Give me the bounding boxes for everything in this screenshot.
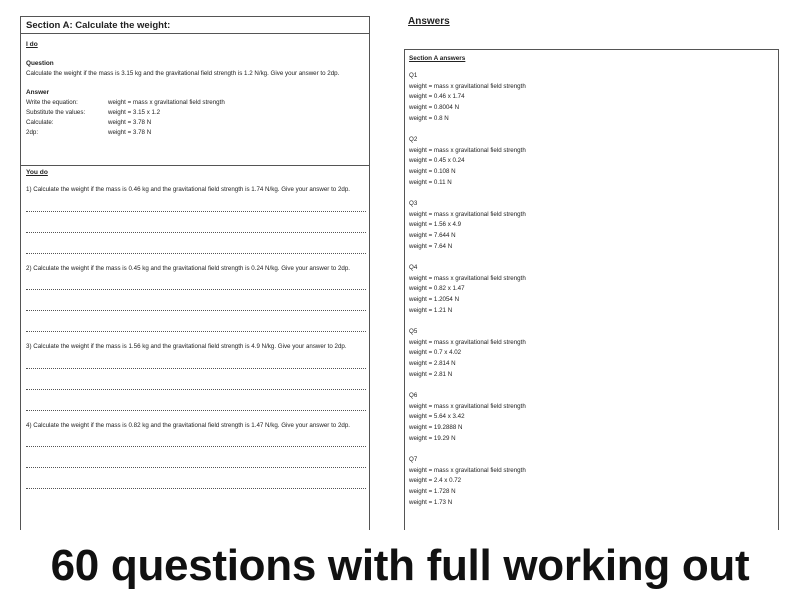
answers-panel (404, 49, 779, 530)
answer-line-text: weight = mass x gravitational field strength (409, 466, 526, 474)
answer-line-text: weight = 1.21 N (409, 306, 453, 314)
worksheet (20, 16, 370, 530)
answer-line-text: weight = mass x gravitational field strength (409, 210, 526, 218)
answer-line[interactable] (26, 488, 366, 489)
step-row (26, 128, 364, 138)
answer-line-text: weight = 0.46 x 1.74 (409, 93, 465, 101)
answer-number: Q7 (409, 455, 418, 463)
answer-line[interactable] (26, 389, 366, 390)
answer-item (409, 263, 774, 317)
i-do-heading: I do (26, 41, 38, 48)
answer-line[interactable] (26, 310, 366, 311)
section-title: Section A: Calculate the weight: (21, 17, 369, 34)
step-label: Substitute the values: (26, 109, 86, 116)
answer-line[interactable] (26, 232, 366, 233)
answer-line-text: weight = 19.29 N (409, 434, 456, 442)
answer-item (409, 71, 774, 125)
answer-line-text: weight = mass x gravitational field strength (409, 402, 526, 410)
answer-number: Q2 (409, 135, 418, 143)
answer-line[interactable] (26, 467, 366, 468)
answer-item (409, 135, 774, 189)
step-label: 2dp: (26, 129, 39, 136)
answer-line-text: weight = 1.73 N (409, 498, 453, 506)
answer-line-text: weight = 1.2054 N (409, 296, 460, 304)
answer-line-text: weight = 0.8004 N (409, 104, 460, 112)
answer-line-text: weight = mass x gravitational field strength (409, 82, 526, 90)
question-text: 4) Calculate the weight if the mass is 0.82 kg and the gravitational field strength is 1.47 N/kg. Give your answer to 2dp. (26, 421, 350, 429)
step-row (26, 118, 364, 128)
answer-number: Q3 (409, 199, 418, 207)
answer-number: Q5 (409, 327, 418, 335)
answer-line-text: weight = 2.814 N (409, 360, 456, 368)
answers-section-heading: Section A answers (409, 55, 466, 62)
answer-line[interactable] (26, 211, 366, 212)
answer-line[interactable] (26, 331, 366, 332)
answer-line-text: weight = 7.644 N (409, 232, 456, 240)
answer-line[interactable] (26, 289, 366, 290)
answer-line[interactable] (26, 410, 366, 411)
you-do-section (21, 166, 369, 489)
answer-line-text: weight = 0.82 x 1.47 (409, 285, 465, 293)
practice-question (26, 185, 364, 254)
step-row (26, 108, 364, 118)
answer-line-text: weight = 0.11 N (409, 178, 452, 186)
answer-line[interactable] (26, 446, 366, 447)
answer-line-text: weight = 0.7 x 4.02 (409, 349, 462, 357)
question-text: 2) Calculate the weight if the mass is 0.45 kg and the gravitational field strength is 0.24 N/kg. Give your answer to 2dp. (26, 264, 350, 272)
question-heading: Question (26, 60, 54, 67)
question-text: 3) Calculate the weight if the mass is 1.56 kg and the gravitational field strength is 4.9 N/kg. Give your answer to 2dp. (26, 343, 347, 350)
answer-line-text: weight = 19.2888 N (409, 424, 463, 432)
answer-line-text: weight = 2.4 x 0.72 (409, 477, 462, 485)
step-value: weight = 3.78 N (108, 119, 152, 126)
step-row (26, 98, 364, 108)
answer-line[interactable] (26, 368, 366, 369)
answer-number: Q4 (409, 263, 418, 271)
answer-line-text: weight = 5.64 x 3.42 (409, 413, 465, 421)
answer-line-text: weight = mass x gravitational field strength (409, 338, 526, 346)
example-question: Calculate the weight if the mass is 3.15 kg and the gravitational field strength is 1.2 N/kg. Give your answer to 2dp. (26, 70, 340, 77)
answer-item (409, 391, 774, 445)
answer-heading: Answer (26, 89, 50, 96)
answer-line-text: weight = mass x gravitational field strength (409, 146, 526, 154)
practice-question (26, 421, 364, 490)
step-value: weight = 3.15 x 1.2 (108, 109, 161, 116)
answer-line-text: weight = 1.728 N (409, 488, 456, 496)
practice-question (26, 264, 364, 333)
you-do-heading: You do (26, 169, 48, 176)
answer-line-text: weight = 0.8 N (409, 114, 449, 122)
answer-line[interactable] (26, 253, 366, 254)
answer-line-text: weight = 7.64 N (409, 242, 453, 250)
answer-number: Q6 (409, 391, 418, 399)
answer-line-text: weight = mass x gravitational field strength (409, 274, 526, 282)
step-label: Calculate: (26, 119, 54, 126)
answers-title: Answers (408, 16, 450, 27)
step-label: Write the equation: (26, 99, 78, 106)
answer-item (409, 199, 774, 253)
step-value: weight = mass x gravitational field strength (108, 99, 225, 106)
question-text: 1) Calculate the weight if the mass is 0.46 kg and the gravitational field strength is 1.74 N/kg. Give your answer to 2dp. (26, 186, 350, 193)
answer-line-text: weight = 2.81 N (409, 370, 453, 378)
step-value: weight = 3.78 N (108, 129, 152, 136)
answer-number: Q1 (409, 71, 418, 79)
practice-question (26, 342, 364, 411)
answer-line-text: weight = 0.108 N (409, 168, 456, 176)
answer-line-text: weight = 0.45 x 0.24 (409, 157, 465, 165)
answer-item (409, 327, 774, 381)
answer-item (409, 455, 774, 509)
promo-banner: 60 questions with full working out (50, 541, 750, 590)
i-do-section (21, 34, 369, 166)
answer-line-text: weight = 1.56 x 4.9 (409, 221, 462, 229)
